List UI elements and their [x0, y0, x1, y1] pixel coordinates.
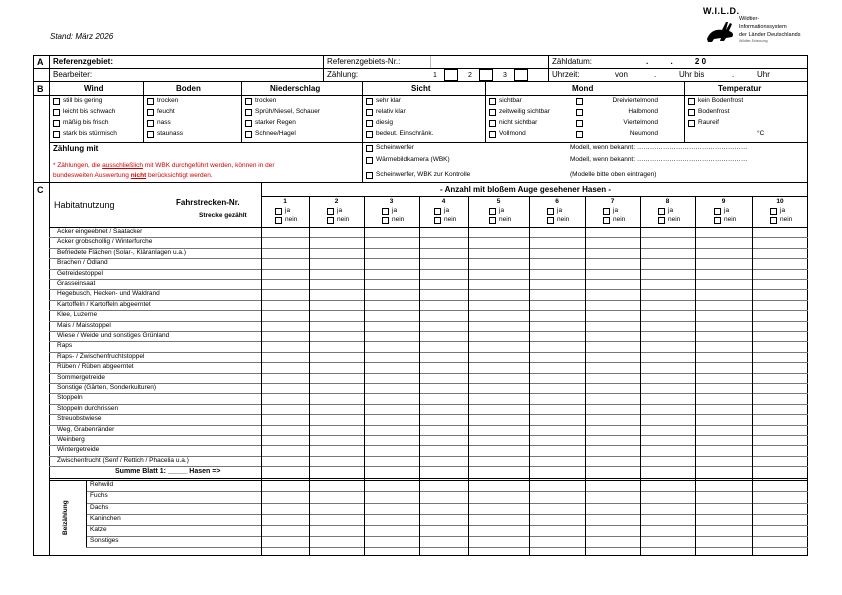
count-box-2[interactable]	[479, 69, 493, 81]
logo-line-2: Informationssystem	[739, 24, 787, 30]
sicht-option-2-checkbox[interactable]	[366, 109, 373, 116]
route-4-nein-label: nein	[444, 216, 457, 223]
niederschlag-option-4-label: Schnee/Hagel	[255, 130, 296, 137]
count-box-3[interactable]	[514, 69, 528, 81]
wind-option-2-label: leicht bis schwach	[63, 108, 116, 115]
wind-option-1-label: still bis gering	[63, 97, 103, 104]
habitat-row-label: Sonstige (Gärten, Sonderkulturen)	[57, 384, 156, 391]
sicht-option-4-label: bedeut. Einschränk.	[376, 130, 434, 137]
time-clock: Uhr	[757, 70, 770, 79]
boden-title: Boden	[176, 84, 201, 93]
ref-nr-field[interactable]	[430, 56, 541, 68]
route-9-nein-label: nein	[724, 216, 737, 223]
route-3-nein-checkbox[interactable]	[382, 217, 389, 224]
route-8-ja-checkbox[interactable]	[658, 208, 665, 215]
route-7-nein-checkbox[interactable]	[603, 217, 610, 224]
temperatur-option-1-checkbox[interactable]	[688, 98, 695, 105]
habitat-row-label: Befriedete Flächen (Solar-, Kläranlagen u.a.)	[57, 248, 186, 256]
count-no-3: 3	[503, 72, 507, 79]
habitat-row-label: Mais / Maisstoppel	[57, 321, 111, 329]
ref-nr-label: Referenzgebiets-Nr.:	[327, 57, 401, 66]
habitat-row-cells[interactable]	[261, 456, 808, 466]
stand-date: Stand: März 2026	[50, 32, 114, 41]
time-until: Uhr bis	[679, 70, 705, 79]
habitat-row-label: Zwischenfrucht (Senf / Rettich / Phacelia u.a.)	[57, 456, 189, 464]
habitat-row-cells[interactable]	[261, 227, 808, 237]
habitat-row-cells[interactable]	[261, 310, 808, 320]
temperatur-option-2-checkbox[interactable]	[688, 109, 695, 116]
device-checkbox-wbk[interactable]	[366, 157, 373, 164]
zaehlung-mit-label: Zählung mit	[53, 144, 99, 153]
boden-option-2-checkbox[interactable]	[147, 109, 154, 116]
section-c-letter: C	[37, 185, 44, 195]
habitat-row-label: Weinberg	[57, 436, 85, 443]
route-number-8: 8	[665, 198, 670, 205]
habitat-row-label: Hegebusch, Hecken- und Waldrand	[57, 290, 160, 298]
sicht-option-1-label: sehr klar	[376, 97, 401, 104]
route-5-nein-checkbox[interactable]	[489, 217, 496, 224]
boden-option-3-checkbox[interactable]	[147, 120, 154, 127]
time-dot-1: .	[654, 70, 657, 79]
time-dot-2: .	[732, 70, 735, 79]
route-1-nein-label: nein	[285, 216, 298, 223]
habitat-row-cells[interactable]	[261, 393, 808, 403]
habitat-row-cells[interactable]	[261, 435, 808, 445]
route-number-3: 3	[389, 198, 394, 205]
strecke-header: Strecke gezählt	[199, 212, 247, 219]
mond-sichtbar-option-4-checkbox[interactable]	[489, 131, 496, 138]
wild-logo	[700, 6, 815, 46]
habitat-row-cells[interactable]	[261, 445, 808, 455]
sicht-option-3-label: diesig	[376, 119, 393, 126]
habitat-row-label: Rüben / Rüben abgeerntet	[57, 363, 134, 371]
route-3-ja-checkbox[interactable]	[382, 208, 389, 215]
wind-title: Wind	[84, 84, 104, 93]
anzahl-header: - Anzahl mit bloßem Auge gesehener Hasen -	[440, 185, 611, 194]
habitat-row-cells[interactable]	[261, 269, 808, 279]
route-2-nein-label: nein	[337, 216, 350, 223]
habitat-row-cells[interactable]	[261, 289, 808, 299]
wbk-note-line-1: * Zählungen, die ausschließlich mit WBK durchgeführt werden, können in der	[53, 162, 275, 169]
route-9-ja-label: ja	[724, 207, 730, 214]
section-b-letter: B	[37, 84, 44, 94]
hare-icon	[702, 17, 738, 43]
route-4-ja-checkbox[interactable]	[434, 208, 441, 215]
time-from: von	[615, 70, 628, 79]
habitat-row-label: Kartoffeln / Kartoffeln abgeerntet	[57, 300, 151, 308]
logo-line-3: der Länder Deutschlands	[739, 32, 801, 38]
habitat-row-cells[interactable]	[261, 341, 808, 351]
wind-option-4-checkbox[interactable]	[53, 131, 60, 138]
habitat-row-cells[interactable]	[261, 237, 808, 247]
route-4-ja-label: ja	[444, 207, 450, 214]
mond-phase-3-label: Viertelmond	[623, 119, 658, 126]
route-10-ja-label: ja	[780, 207, 786, 214]
niederschlag-option-3-checkbox[interactable]	[245, 120, 252, 127]
habitat-header: Habitatnutzung	[54, 200, 115, 210]
habitat-row-cells[interactable]	[261, 258, 808, 268]
beizaehlung-row-label: Fuchs	[90, 492, 108, 500]
boden-option-4-label: staunass	[157, 130, 184, 137]
count-no-1: 1	[433, 72, 437, 79]
count-box-1[interactable]	[444, 69, 458, 81]
temperatur-option-2-label: Bodenfrost	[698, 108, 730, 115]
editor-label: Bearbeiter:	[53, 70, 93, 79]
route-9-nein-checkbox[interactable]	[714, 217, 721, 224]
wind-option-3-checkbox[interactable]	[53, 120, 60, 127]
model-field-2[interactable]: Modell, wenn bekannt: ……………………………………………	[570, 156, 748, 163]
device-checkbox-scheinwerfer[interactable]	[366, 145, 373, 152]
route-number-6: 6	[555, 198, 559, 205]
route-6-ja-checkbox[interactable]	[547, 208, 554, 215]
beizaehlung-label: Beizählung	[62, 500, 69, 536]
route-number-2: 2	[334, 198, 339, 205]
wind-option-3-label: mäßig bis frisch	[63, 119, 109, 126]
habitat-row-cells[interactable]	[261, 362, 808, 372]
habitat-row-cells[interactable]	[261, 300, 808, 310]
mond-sichtbar-option-1-checkbox[interactable]	[489, 98, 496, 105]
habitat-row-label: Acker grobschollig / Winterfurche	[57, 238, 153, 246]
mond-sichtbar-option-4-label: Vollmond	[499, 130, 526, 137]
niederschlag-title: Niederschlag	[270, 84, 321, 93]
logo-line-1: Wildtier-	[739, 16, 760, 22]
route-10-nein-checkbox[interactable]	[770, 217, 777, 224]
route-number-1: 1	[283, 198, 287, 205]
route-3-ja-label: ja	[392, 207, 398, 214]
temperatur-unit: °C	[757, 130, 765, 137]
habitat-row-label: Streuobstwiese	[57, 415, 102, 423]
boden-option-1-label: trocken	[157, 97, 179, 104]
ref-area-label: Referenzgebiet:	[53, 57, 114, 66]
mond-title: Mond	[572, 84, 594, 93]
habitat-row-cells[interactable]	[261, 383, 808, 393]
route-5-ja-checkbox[interactable]	[489, 208, 496, 215]
time-label: Uhrzeit:	[552, 70, 580, 79]
temperatur-title: Temperatur	[718, 84, 762, 93]
route-number-10: 10	[776, 198, 784, 205]
route-2-ja-label: ja	[337, 207, 343, 214]
route-5-nein-label: nein	[499, 216, 512, 223]
temperatur-option-3-label: Raureif	[698, 119, 719, 126]
mond-sichtbar-option-1-label: sichtbar	[499, 97, 522, 104]
niederschlag-option-2-label: Sprüh/Niesel, Schauer	[255, 108, 321, 115]
route-3-nein-label: nein	[392, 216, 405, 223]
route-5-ja-label: ja	[499, 207, 505, 214]
route-1-ja-label: ja	[285, 207, 291, 214]
fahrstrecken-header: Fahrstrecken-Nr.	[176, 198, 240, 207]
niederschlag-option-1-label: trocken	[255, 97, 277, 104]
habitat-row-label: Klee, Luzerne	[57, 311, 98, 319]
route-10-ja-checkbox[interactable]	[770, 208, 777, 215]
device-label-combined: Scheinwerfer, WBK zur Kontrolle	[376, 171, 471, 178]
habitat-row-cells[interactable]	[261, 425, 808, 435]
habitat-row-cells[interactable]	[261, 248, 808, 258]
habitat-row-label: Stoppeln durchrissen	[57, 404, 119, 412]
device-label-scheinwerfer: Scheinwerfer	[376, 144, 414, 151]
route-8-nein-label: nein	[668, 216, 681, 223]
boden-option-3-label: nass	[157, 119, 171, 126]
route-6-ja-label: ja	[557, 207, 563, 214]
temperatur-option-3-checkbox[interactable]	[688, 120, 695, 127]
habitat-row-label: Stoppeln	[57, 394, 83, 402]
habitat-row-cells[interactable]	[261, 279, 808, 289]
count-no-2: 2	[468, 72, 472, 79]
route-4-nein-checkbox[interactable]	[434, 217, 441, 224]
mond-phase-4-label: Neumond	[629, 130, 658, 137]
sicht-option-2-label: relativ klar	[376, 108, 406, 115]
habitat-row-label: Grasseinsaat	[57, 280, 96, 287]
route-7-ja-label: ja	[613, 207, 619, 214]
route-number-9: 9	[721, 198, 726, 205]
count-date-label: Zähldatum:	[552, 57, 593, 66]
route-number-4: 4	[441, 198, 446, 205]
route-6-nein-label: nein	[557, 216, 570, 223]
mond-phase-4-checkbox[interactable]	[576, 131, 583, 138]
niederschlag-option-4-checkbox[interactable]	[245, 131, 252, 138]
route-1-ja-checkbox[interactable]	[275, 208, 282, 215]
beizaehlung-row-label: Sonstiges	[90, 537, 119, 545]
mond-phase-1-label: Dreiviertelmond	[612, 97, 658, 104]
sicht-option-3-checkbox[interactable]	[366, 120, 373, 127]
mond-sichtbar-option-2-label: zeitweilig sichtbar	[499, 108, 550, 115]
route-7-nein-label: nein	[613, 216, 626, 223]
habitat-row-cells[interactable]	[261, 331, 808, 341]
habitat-row-cells[interactable]	[261, 321, 808, 331]
route-2-nein-checkbox[interactable]	[327, 217, 334, 224]
habitat-row-label: Sommergetreide	[57, 373, 106, 381]
habitat-row-cells[interactable]	[261, 373, 808, 383]
sicht-option-4-checkbox[interactable]	[366, 131, 373, 138]
mond-phase-2-checkbox[interactable]	[576, 109, 583, 116]
boden-option-1-checkbox[interactable]	[147, 98, 154, 105]
route-number-5: 5	[496, 198, 501, 205]
model-field-1[interactable]: Modell, wenn bekannt: ……………………………………………	[570, 144, 748, 151]
beizaehlung-row-label: Dachs	[90, 503, 109, 511]
habitat-row-cells[interactable]	[261, 352, 808, 362]
mond-phase-3-checkbox[interactable]	[576, 120, 583, 127]
mond-sichtbar-option-2-checkbox[interactable]	[489, 109, 496, 116]
habitat-row-label: Weg, Grabenränder	[57, 425, 115, 433]
model-note: (Modelle bitte oben eintragen)	[570, 171, 657, 178]
route-8-nein-checkbox[interactable]	[658, 217, 665, 224]
wind-option-2-checkbox[interactable]	[53, 109, 60, 116]
logo-title: W.I.L.D.	[703, 6, 740, 16]
route-7-ja-checkbox[interactable]	[603, 208, 610, 215]
counting-label: Zählung:	[327, 70, 359, 79]
boden-option-4-checkbox[interactable]	[147, 131, 154, 138]
niederschlag-option-3-label: starker Regen	[255, 119, 296, 126]
device-checkbox-combined[interactable]	[366, 172, 373, 179]
route-8-ja-label: ja	[668, 207, 674, 214]
route-10-nein-label: nein	[780, 216, 793, 223]
habitat-row-cells[interactable]	[261, 414, 808, 424]
beizaehlung-row-label: Katze	[90, 526, 107, 533]
habitat-row-label: Raps- / Zwischenfruchtstoppel	[57, 352, 145, 360]
boden-option-2-label: feucht	[157, 108, 175, 115]
route-9-ja-checkbox[interactable]	[714, 208, 721, 215]
mond-sichtbar-option-3-checkbox[interactable]	[489, 120, 496, 127]
habitat-row-label: Wintergetreide	[57, 446, 100, 454]
route-6-nein-checkbox[interactable]	[547, 217, 554, 224]
route-number-7: 7	[610, 198, 615, 205]
niederschlag-option-2-checkbox[interactable]	[245, 109, 252, 116]
beizaehlung-row-label: Kaninchen	[90, 514, 121, 522]
habitat-row-cells[interactable]	[261, 404, 808, 414]
sicht-title: Sicht	[411, 84, 431, 93]
habitat-row-label: Wiese / Weide und sonstiges Grünland	[57, 332, 170, 339]
device-label-wbk: Wärmebildkamera (WBK)	[376, 156, 450, 163]
wind-option-1-checkbox[interactable]	[53, 98, 60, 105]
logo-sub: Wildtier-Erfassung	[739, 39, 768, 43]
summe-label: Summe Blatt 1: _____ Hasen =>	[115, 468, 221, 476]
niederschlag-option-1-checkbox[interactable]	[245, 98, 252, 105]
mond-phase-1-checkbox[interactable]	[576, 98, 583, 105]
habitat-row-label: Acker eingeebnet / Saatacker	[57, 228, 143, 235]
mond-phase-2-label: Halbmond	[628, 108, 658, 115]
mond-sichtbar-option-3-label: nicht sichtbar	[499, 119, 538, 126]
route-2-ja-checkbox[interactable]	[327, 208, 334, 215]
count-date-field[interactable]: . . 2 0	[646, 57, 707, 66]
sicht-option-1-checkbox[interactable]	[366, 98, 373, 105]
habitat-row-label: Raps	[57, 342, 73, 350]
habitat-row-label: Getreidestoppel	[57, 269, 103, 277]
wind-option-4-label: stark bis stürmisch	[63, 130, 117, 137]
route-1-nein-checkbox[interactable]	[275, 217, 282, 224]
temperatur-option-1-label: kein Bodenfrost	[698, 97, 744, 104]
beizaehlung-row-label: Rehwild	[90, 481, 114, 489]
wbk-note-line-2: bundesweiten Auswertung nicht berücksichtigt werden.	[53, 172, 213, 179]
section-a-letter: A	[37, 57, 44, 67]
habitat-row-label: Brachen / Ödland	[57, 259, 108, 267]
